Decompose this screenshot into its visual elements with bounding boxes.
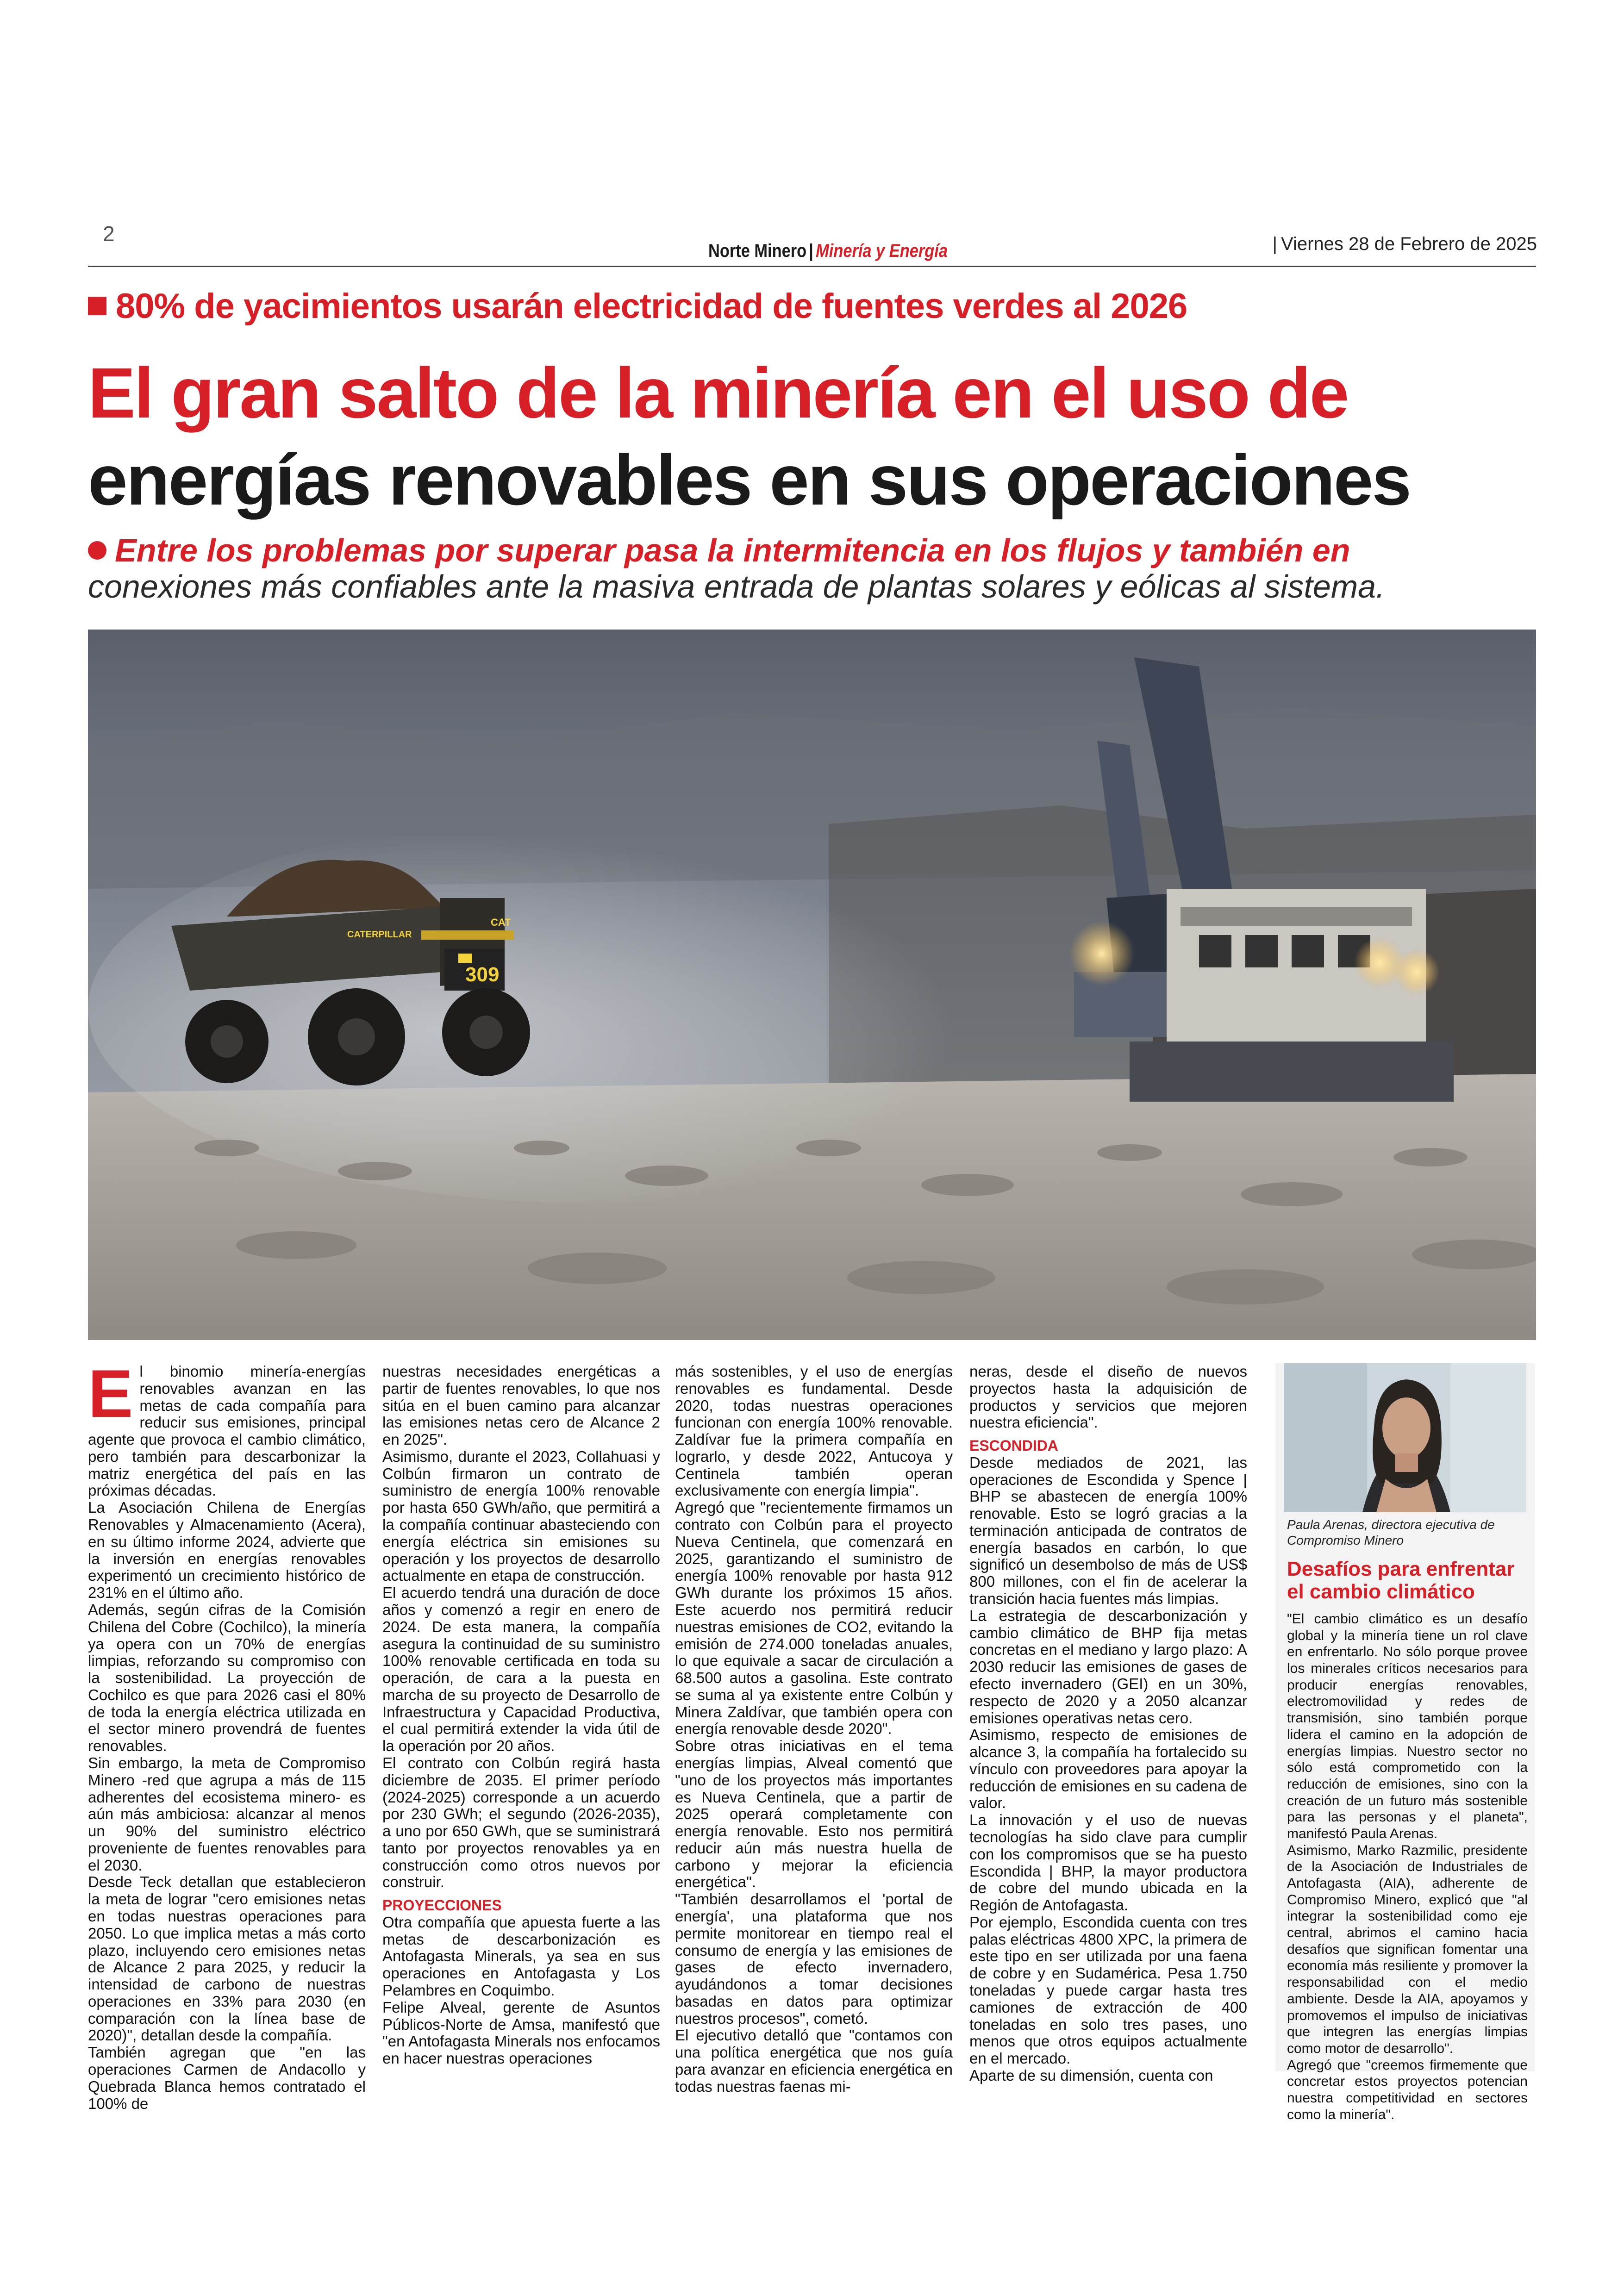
truck-number: 309 <box>465 963 500 986</box>
headline-line-1: El gran salto de la minería en el uso de <box>88 353 1348 433</box>
paragraph: neras, desde el diseño de nuevos proyectos hasta la adquisición de productos y servicios que mejoren nuestra eficiencia". <box>969 1363 1247 1431</box>
article-column-1 <box>88 1356 366 2112</box>
paragraph: Agregó que "creemos firmemente que concretar estos proyectos potencian nuestra competitividad en sectores como la minería". <box>1287 2057 1528 2122</box>
paragraph: más sostenibles, y el uso de energías renovables es fundamental. Desde 2020, todas nuestras operaciones funcionan con energía 100% renovable. Zaldívar fue la primera compañía en lograrlo, y desde 2022, Antucoya y Centinela también operan exclusivamente con energía limpia". <box>675 1363 953 1499</box>
paragraph: Desde mediados de 2021, las operaciones de Escondida y Spence | BHP se abastecen de energía 100% renovable. Esto se logró gracias a la terminación anticipada de contratos de energía basados en carbón, lo que significó un desembolso de más de US$ 800 millones, con el fin de acelerar la transición hacia fuentes más limpias. <box>969 1453 1247 1608</box>
headline-line-2: energías renovables en sus operaciones <box>88 440 1411 520</box>
paragraph: Por ejemplo, Escondida cuenta con tres palas eléctricas 4800 XPC, la primera de este tipo en ser utilizada por una faena de cobre y en Sudamérica. Pesa 1.750 toneladas y puede cargar hasta tres camiones de extracción de 400 toneladas en solo tres pases, uno menos que otros equipos actualmente en el mercado. <box>969 1913 1247 2067</box>
paragraph: l binomio minería-energías renovables avanzan en las metas de cada compañía para reducir sus emisiones, principal agente que provoca el cambio climático, pero también para descarbonizar la matriz energética del país en las próximas décadas. <box>88 1363 366 1499</box>
paragraph: El ejecutivo detalló que "contamos con una política energética que nos guía para avanzar en eficiencia energética en todas nuestras faenas mi- <box>675 2027 953 2095</box>
section-separator: | <box>809 241 813 261</box>
article-column-2 <box>382 1363 660 2067</box>
paragraph: Asimismo, respecto de emisiones de alcance 3, la compañía ha fortalecido su vínculo con proveedores para apoyar la reducción de emisiones en su cadena de valor. <box>969 1726 1247 1812</box>
paragraph: Felipe Alveal, gerente de Asuntos Públicos-Norte de Amsa, manifestó que "en Antofagasta Minerals nos enfocamos en hacer nuestras operaciones <box>382 1998 660 2067</box>
dropcap: E <box>88 1356 133 1431</box>
paragraph: El acuerdo tendrá una duración de doce años y comenzó a regir en enero de 2024. De esta manera, la compañía asegura la continuidad de su suministro 100% renovable certificada en toda su operación, de cara a la puesta en marcha de su proyecto de Desarrollo de Infraestructura y Capacidad Productiva, el cual permitirá extender la vida útil de la operación por 20 años. <box>382 1584 660 1755</box>
article-column-3 <box>675 1363 953 2095</box>
truck-brand: CAT <box>491 917 511 928</box>
paragraph: Asimismo, durante el 2023, Collahuasi y Colbún firmaron un contrato de suministro de energía 100% renovable por hasta 650 GWh/año, que permitirá a la compañía continuar abasteciendo con energía eléctrica sin emisiones su operación y los proyectos de desarrollo actualmente en etapa de construcción. <box>382 1447 660 1584</box>
paragraph: "El cambio climático es un desafío global y la minería tiene un rol clave en enfrentarlo. No sólo porque provee los minerales críticos necesarios para producir energías renovables, electromovilidad y redes de transmisión, sino también porque lidera el camino en la adopción de energías limpias. Nuestro sector no sólo está comprometido con la reducción de emisiones, sino con la creación de un futuro más sostenible para las personas y el planeta", manifestó Paula Arenas. <box>1287 1611 1528 1841</box>
kicker-square-icon <box>88 297 106 315</box>
portrait-photo <box>1284 1363 1526 1512</box>
sidebar-box <box>1275 1363 1535 2122</box>
article-column-4 <box>969 1363 1247 2084</box>
paragraph: Sobre otras iniciativas en el tema energías limpias, Alveal comentó que "uno de los proyectos más importantes es Nueva Centinela, que a partir de 2025 operará completamente con energía renovable. Esto nos permitirá reducir aún más nuestra huella de carbono y mejorar la eficiencia energética". <box>675 1737 953 1891</box>
issue-date <box>1273 234 1537 255</box>
paragraph: La Asociación Chilena de Energías Renovables y Almacenamiento (Acera), en su último informe 2024, advierte que la inversión en energías renovables experimentó un crecimiento histórico de 231% en el último año. <box>88 1499 366 1602</box>
sidebar-title: Desafíos para enfrentar el cambio climático <box>1287 1558 1515 1603</box>
section-name: Minería y Energía <box>816 241 948 261</box>
subhead-proyecciones: PROYECCIONES <box>382 1897 502 1914</box>
issue-date-text: Viernes 28 de Febrero de 2025 <box>1281 234 1537 254</box>
page-number: 2 <box>103 222 115 246</box>
paragraph: "También desarrollamos el 'portal de energía', una plataforma que nos permite monitorear en tiempo real el consumo de energía y las emisiones de gases de efecto invernadero, ayudándonos a tomar decisiones basadas en datos para optimizar nuestros procesos", cometó. <box>675 1890 953 2027</box>
paragraph: La innovación y el uso de nuevas tecnologías ha sido clave para cumplir con los compromisos que se ha puesto Escondida | BHP, la mayor productora de cobre del mundo ubicada en la Región de Antofagasta. <box>969 1811 1247 1914</box>
paragraph: Asimismo, Marko Razmilic, presidente de la Asociación de Industriales de Antofagasta (AIA), adherente de Compromiso Minero, explicó que "al integrar la sostenibilidad como eje central, abrimos el camino hacia desafíos que significan fomentar una economía más resiliente y promover la responsabilidad con el medio ambiente. Desde la AIA, apoyamos y promovemos el impulso de iniciativas que integren las energías limpias como motor de desarrollo". <box>1287 1842 1528 2056</box>
date-separator: | <box>1272 234 1277 254</box>
paragraph: Aparte de su dimensión, cuenta con <box>969 2066 1213 2084</box>
paragraph: El contrato con Colbún regirá hasta diciembre de 2035. El primer período (2024-2025) corresponde a un acuerdo por 230 GWh; el segundo (2026-2035), a uno por 650 GWh, que se suministrará tanto por proyectos renovables ya en construcción como otros nuevos por construir. <box>382 1754 660 1891</box>
section-label <box>708 241 948 262</box>
paragraph: También agregan que "en las operaciones Carmen de Andacollo y Quebrada Blanca hemos contratado el 100% de <box>88 2044 366 2112</box>
portrait-caption: Paula Arenas, directora ejecutiva de Compromiso Minero <box>1287 1517 1495 1547</box>
header-rule <box>88 266 1536 267</box>
paragraph: Sin embargo, la meta de Compromiso Minero -red que agrupa a más de 115 adherentes del ecosistema minero- es aún más ambiciosa: alcanzar al menos un 90% del suministro eléctrico proveniente de fuentes renovables para el 2030. <box>88 1754 366 1874</box>
subhead-escondida: ESCONDIDA <box>969 1437 1059 1454</box>
main-photo <box>88 630 1536 1340</box>
paragraph: Agregó que "recientemente firmamos un contrato con Colbún para el proyecto Nueva Centinela, que comenzará en 2025, garantizando el suministro de energía 100% renovable por hasta 912 GWh durante los próximos 15 años. Este acuerdo nos permitirá reducir nuestras emisiones de CO2, evitando la emisión de 274.000 toneladas anuales, lo que equivale a sacar de circulación a 68.500 autos a gasolina. Este contrato se suma al ya existente entre Colbún y Minera Zaldívar, que también opera con energía renovable desde 2020". <box>675 1499 953 1738</box>
article-kicker <box>88 286 1187 326</box>
deck-bold: Entre los problemas por superar pasa la intermitencia en los flujos y también en <box>115 532 1350 568</box>
kicker-text: 80% de yacimientos usarán electricidad de fuentes verdes al 2026 <box>116 287 1187 326</box>
article-deck <box>88 532 1546 605</box>
sidebar-body <box>1287 1611 1528 2123</box>
truck-plate: CATERPILLAR <box>347 929 412 940</box>
deck-light: conexiones más confiables ante la masiva entrada de plantas solares y eólicas al sistema. <box>88 568 1385 605</box>
paragraph: La estrategia de descarbonización y cambio climático de BHP fija metas concretas en el mediano y largo plazo: A 2030 reducir las emisiones de gases de efecto invernadero (GEI) en un 30%, respecto de 2020 y a 2050 alcanzar emisiones operativas netas cero. <box>969 1607 1247 1727</box>
deck-bullet-icon <box>88 541 106 560</box>
paragraph: Además, según cifras de la Comisión Chilena del Cobre (Cochilco), la minería ya opera con un 70% de energías limpias, reforzando su compromiso con la sostenibilidad. La proyección de Cochilco es que para 2026 casi el 80% de toda la energía eléctrica utilizada en el sector minero provendrá de fuentes renovables. <box>88 1601 366 1755</box>
paragraph: nuestras necesidades energéticas a partir de fuentes renovables, lo que nos sitúa en el buen camino para alcanzar las emisiones netas cero de Alcance 2 en 2025". <box>382 1363 660 1448</box>
paragraph: Desde Teck detallan que establecieron la meta de lograr "cero emisiones netas en todas nuestras operaciones para 2050. Lo que implica metas a más corto plazo, incluyendo cero emisiones netas de Alcance 2 para 2025, y reducir la intensidad de carbono de nuestras operaciones en 33% para 2030 (en comparación con la línea base de 2020)", detallan desde la compañía. <box>88 1873 366 2044</box>
paragraph: Otra compañía que apuesta fuerte a las metas de descarbonización es Antofagasta Minerals, ya sea en sus operaciones en Antofagasta y Los Pelambres en Coquimbo. <box>382 1913 660 1999</box>
publication-name: Norte Minero <box>708 241 807 261</box>
